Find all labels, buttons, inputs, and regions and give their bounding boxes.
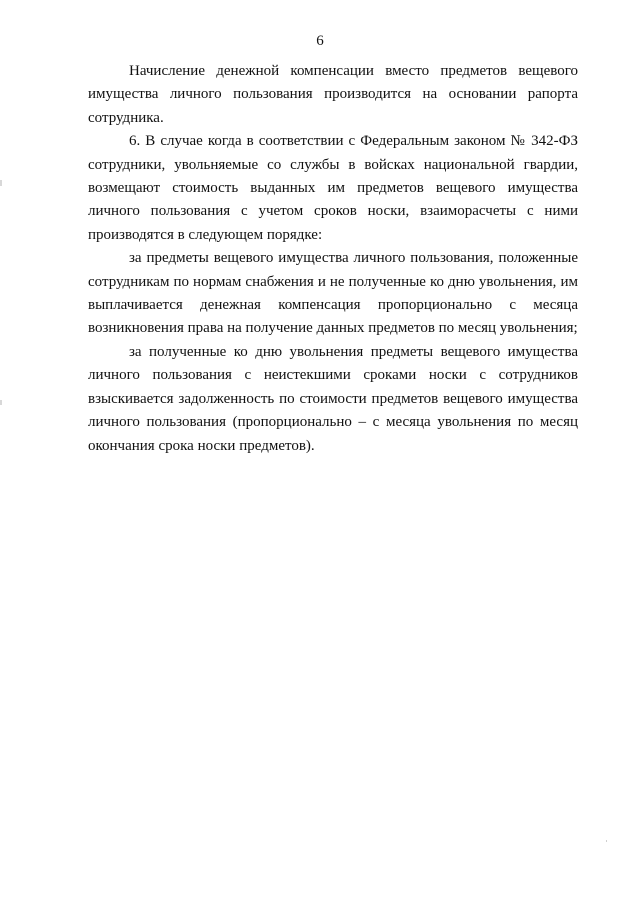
scan-edge-mark bbox=[0, 400, 2, 405]
document-body bbox=[88, 60, 578, 458]
paragraph-item-6: 6. В случае когда в соответствии с Федеральным законом № 342-ФЗ сотрудники, увольняемые со службы в войсках национальной гвардии, возмещают стоимость выданных им предметов вещевого имущества личного пользования с учетом сроков носки, взаиморасчеты с ними производятся в следующем порядке: bbox=[88, 133, 578, 243]
page-number: 6 bbox=[316, 33, 324, 49]
paragraph-not-received-items: за предметы вещевого имущества личного пользования, положенные сотрудникам по нормам снабжения и не полученные ко дню увольнения, им выплачивается денежная компенсация пропорционально с месяца возникновения права на получение данных предметов по месяц увольнения; bbox=[88, 250, 578, 337]
scan-dot bbox=[606, 840, 607, 842]
scan-edge-mark bbox=[0, 180, 2, 186]
paragraph-received-items: за полученные ко дню увольнения предметы вещевого имущества личного пользования с неистекшими сроками носки с сотрудников взыскивается задолженность по стоимости предметов вещевого имущества личного пользования (пропорционально – с месяца увольнения по месяц окончания срока носки предметов). bbox=[88, 343, 578, 454]
paragraph-compensation-basis: Начисление денежной компенсации вместо предметов вещевого имущества личного пользования производится на основании рапорта сотрудника. bbox=[88, 63, 578, 126]
